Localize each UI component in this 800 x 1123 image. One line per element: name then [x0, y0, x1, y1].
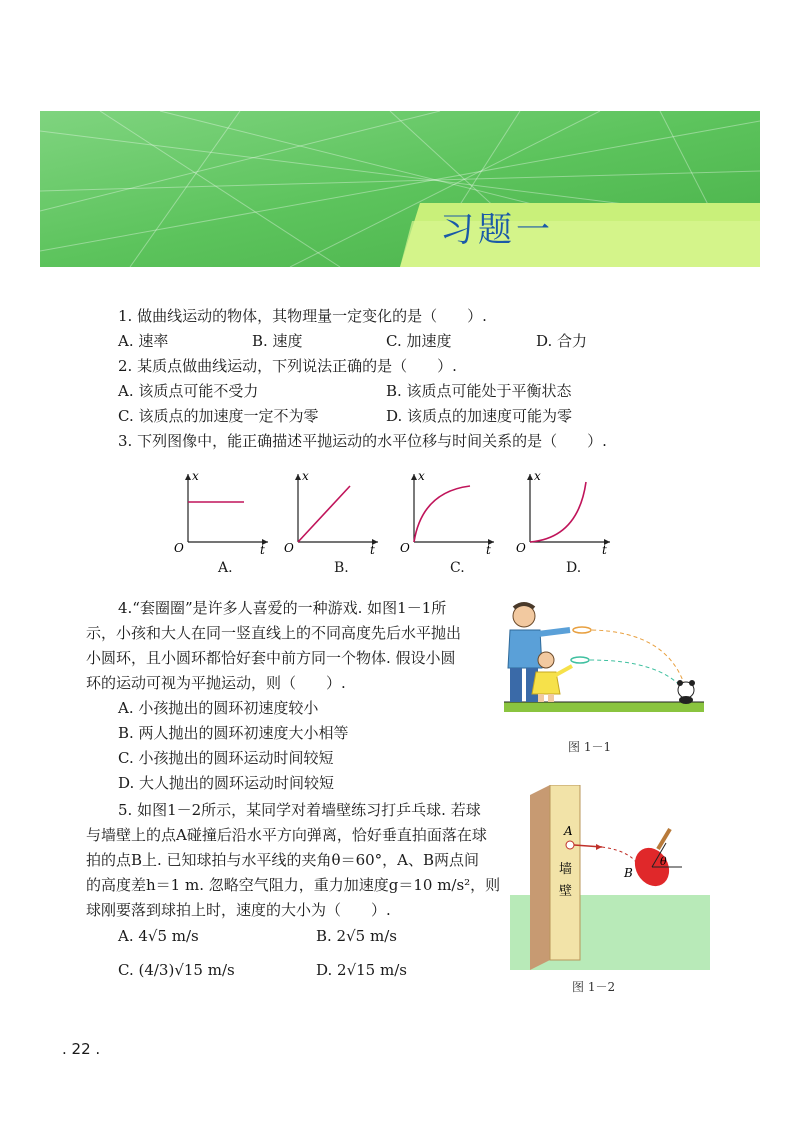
graph-a-origin: O: [174, 541, 184, 555]
q4-option-b: B. 两人抛出的圆环初速度大小相等: [118, 724, 349, 742]
q2-option-c: C. 该质点的加速度一定不为零: [118, 407, 319, 425]
graph-d-x-label: t: [602, 543, 607, 555]
q4-line-2: 示，小孩和大人在同一竖直线上的不同高度先后水平抛出: [86, 624, 462, 642]
q1-option-d: D. 合力: [536, 332, 588, 350]
graph-d-origin: O: [516, 541, 526, 555]
q5-line-4: 的高度差h＝1 m. 忽略空气阻力，重力加速度g＝10 m/s²，则: [86, 876, 501, 894]
graph-c-label: C.: [450, 560, 465, 576]
graph-b-y-label: x: [302, 470, 309, 483]
graph-a-x-label: t: [260, 543, 265, 555]
angle-label: θ: [660, 855, 667, 868]
wall-pingpong-illustration: [510, 785, 710, 970]
q5-line-2: 与墙壁上的点A碰撞后沿水平方向弹离，恰好垂直拍面落在球: [86, 826, 487, 844]
banner-background: [40, 111, 760, 267]
graph-c-x-label: t: [486, 543, 491, 555]
q4-line-1: 4.“套圈圈”是许多人喜爱的一种游戏. 如图1－1所: [118, 599, 447, 617]
q2-stem: 2. 某质点做曲线运动，下列说法正确的是（ ）.: [118, 357, 457, 375]
q2-option-b: B. 该质点可能处于平衡状态: [386, 382, 572, 400]
graph-b-x-label: t: [370, 543, 375, 555]
q5-option-d: D. 2√15 m/s: [316, 961, 407, 979]
q1-stem: 1. 做曲线运动的物体，其物理量一定变化的是（ ）.: [118, 307, 487, 325]
graph-b-label: B.: [334, 560, 349, 576]
ring-toss-illustration: [500, 598, 710, 718]
graph-a: [172, 470, 272, 555]
q4-option-d: D. 大人抛出的圆环运动时间较短: [118, 774, 335, 792]
q1-option-c: C. 加速度: [386, 332, 452, 350]
ground: [504, 702, 704, 712]
q2-option-a: A. 该质点可能不受力: [118, 382, 259, 400]
wall-label-1: 墙: [559, 862, 573, 877]
wall-side: [530, 785, 550, 970]
q2-option-d: D. 该质点的加速度可能为零: [386, 407, 573, 425]
q4-option-a: A. 小孩抛出的圆环初速度较小: [118, 699, 319, 717]
graph-c-origin: O: [400, 541, 410, 555]
point-a-label: A: [564, 824, 573, 838]
figure-1-1-caption: 图 1－1: [568, 740, 612, 754]
q3-stem: 3. 下列图像中，能正确描述平抛运动的水平位移与时间关系的是（ ）.: [118, 432, 607, 450]
child-head: [538, 652, 554, 668]
adult-ring: [573, 627, 591, 633]
q4-line-4: 环的运动可视为平抛运动，则（ ）.: [86, 674, 346, 692]
graph-b: [282, 470, 382, 555]
q1-option-a: A. 速率: [118, 332, 169, 350]
graph-c-y-label: x: [418, 470, 425, 483]
q5-line-5: 球刚要落到球拍上时，速度的大小为（ ）.: [86, 901, 391, 919]
graph-c: [398, 470, 498, 555]
q1-option-b: B. 速度: [252, 332, 303, 350]
q4-line-3: 小圆环，且小圆环都恰好套中前方同一个物体. 假设小圆: [86, 649, 456, 667]
figure-1-2-caption: 图 1－2: [572, 980, 616, 994]
ball: [566, 841, 574, 849]
child-ring: [571, 657, 589, 663]
page-number: . 22 .: [62, 1040, 101, 1058]
graph-a-y-label: x: [192, 470, 199, 483]
wall-label-2: 壁: [559, 884, 573, 899]
q4-option-c: C. 小孩抛出的圆环运动时间较短: [118, 749, 334, 767]
graph-a-label: A.: [218, 560, 233, 576]
graph-d-y-label: x: [534, 470, 541, 483]
adult-body: [508, 630, 542, 668]
page-title: 习题一: [440, 210, 554, 250]
chapter-banner: [40, 111, 760, 267]
q5-option-c: C. (4/3)√15 m/s: [118, 961, 235, 979]
graph-d: [514, 470, 614, 555]
graph-b-origin: O: [284, 541, 294, 555]
graph-d-label: D.: [566, 560, 582, 576]
q5-option-b: B. 2√5 m/s: [316, 927, 397, 945]
point-b-label: B: [624, 866, 633, 880]
q5-option-a: A. 4√5 m/s: [118, 927, 199, 945]
q5-line-1: 5. 如图1－2所示，某同学对着墙壁练习打乒乓球. 若球: [118, 801, 481, 819]
q5-line-3: 拍的点B上. 已知球拍与水平线的夹角θ＝60°，A、B两点间: [86, 851, 480, 869]
